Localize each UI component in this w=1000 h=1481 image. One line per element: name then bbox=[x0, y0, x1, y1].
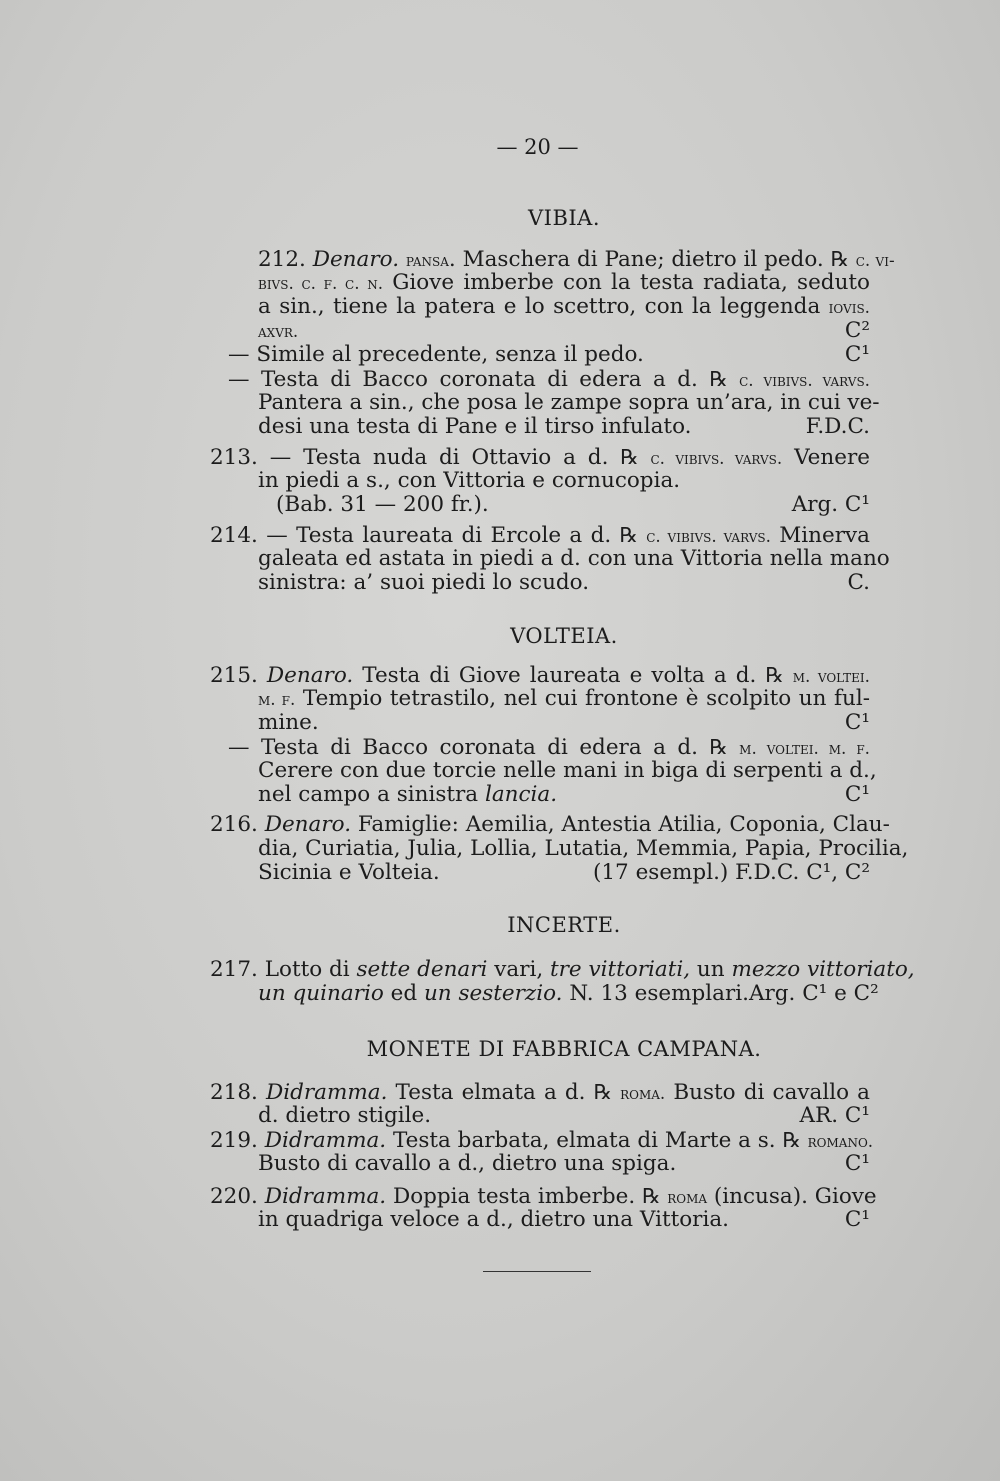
entry-220-line-1: 220. Didramma. Doppia testa imberbe. ℞ roma (incusa). Giove bbox=[210, 1184, 877, 1209]
closing-rule bbox=[483, 1271, 591, 1272]
variant-dash: — bbox=[228, 367, 250, 392]
entry-216-line-2: dia, Curiatia, Julia, Lollia, Lutatia, Memmia, Papia, Procilia, bbox=[258, 836, 909, 861]
entry-number: 218. bbox=[210, 1080, 258, 1105]
section-heading-vibia: VIBIA. bbox=[527, 206, 601, 230]
entry-number: 220. bbox=[210, 1184, 258, 1209]
entry-212-variant-2: — Testa di Bacco coronata di edera a d. ℞ c. vibivs. varvs. bbox=[228, 367, 870, 392]
entry-212-line-2: bivs. c. f. c. n. Giove imberbe con la testa radiata, seduto bbox=[258, 270, 870, 295]
entry-219-line-2: Busto di cavallo a d., dietro una spiga. C¹ bbox=[258, 1151, 870, 1176]
entry-213-line-2: in piedi a s., con Vittoria e cornucopia. bbox=[258, 468, 681, 493]
entry-number: 212. bbox=[258, 247, 306, 272]
section-heading-campana: MONETE DI FABBRICA CAMPANA. bbox=[366, 1037, 762, 1061]
entry-212-line-1: 212. Denaro. pansa. Maschera di Pane; dietro il pedo. ℞ c. vi- bbox=[258, 247, 895, 272]
entry-216-line-1: 216. Denaro. Famiglie: Aemilia, Antestia Atilia, Coponia, Clau- bbox=[210, 812, 890, 837]
entry-215-line-6: nel campo a sinistra lancia. C¹ bbox=[258, 782, 870, 807]
entry-218-line-1: 218. Didramma. Testa elmata a d. ℞ roma. Busto di cavallo a bbox=[210, 1080, 870, 1105]
entry-number: 213. bbox=[210, 445, 258, 470]
entry-214-line-2: galeata ed astata in piedi a d. con una Vittoria nella mano bbox=[258, 546, 890, 571]
entry-213-line-1: 213. — Testa nuda di Ottavio a d. ℞ c. vibivs. varvs. Venere bbox=[210, 445, 870, 470]
recto-symbol: ℞ bbox=[830, 247, 849, 271]
entry-212-line-7: Pantera a sin., che posa le zampe sopra un’ara, in cui ve- bbox=[258, 390, 880, 415]
variant-dash: — bbox=[228, 342, 250, 367]
entry-215-line-1: 215. Denaro. Testa di Giove laureata e volta a d. ℞ m. voltei. bbox=[210, 663, 871, 688]
entry-215-line-2: m. f. Tempio tetrastilo, nel cui frontone è scolpito un ful- bbox=[258, 686, 870, 711]
entry-212-line-3: a sin., tiene la patera e lo scettro, con la leggenda iovis. bbox=[258, 294, 870, 319]
entry-215-line-3: mine. C¹ bbox=[258, 710, 870, 735]
entry-number: 214. bbox=[210, 523, 258, 548]
entry-215-variant-1: — Testa di Bacco coronata di edera a d. ℞ m. voltei. m. f. bbox=[228, 735, 870, 760]
entry-215-line-5: Cerere con due torcie nelle mani in biga di serpenti a d., bbox=[258, 758, 877, 783]
entry-214-line-3: sinistra: a’ suoi piedi lo scudo. C. bbox=[258, 570, 870, 595]
entry-number: 217. bbox=[210, 957, 258, 982]
entry-217-line-2: un quinario ed un sesterzio. N. 13 esemplari. Arg. C¹ e C² bbox=[258, 981, 879, 1006]
section-heading-volteia: VOLTEIA. bbox=[510, 624, 618, 648]
entry-212-line-8: desi una testa di Pane e il tirso infulato. F.D.C. bbox=[258, 414, 870, 439]
entry-number: 215. bbox=[210, 663, 258, 688]
entry-number: 216. bbox=[210, 812, 258, 837]
entry-212-variant-1: — Simile al precedente, senza il pedo. C¹ bbox=[228, 342, 870, 367]
entry-217-line-1: 217. Lotto di sette denari vari, tre vittoriati, un mezzo vittoriato, bbox=[210, 957, 915, 982]
entry-220-line-2: in quadriga veloce a d., dietro una Vittoria. C¹ bbox=[258, 1207, 870, 1232]
entry-213-line-3: (Bab. 31 — 200 fr.). Arg. C¹ bbox=[276, 492, 870, 517]
entry-216-line-3: Sicinia e Volteia. (17 esempl.) F.D.C. C¹, C² bbox=[258, 860, 870, 885]
entry-219-line-1: 219. Didramma. Testa barbata, elmata di Marte a s. ℞ romano. bbox=[210, 1128, 874, 1153]
entry-number: 219. bbox=[210, 1128, 258, 1153]
section-heading-incerte: INCERTE. bbox=[507, 913, 621, 937]
entry-218-line-2: d. dietro stigile. AR. C¹ bbox=[258, 1103, 870, 1128]
entry-214-line-1: 214. — Testa laureata di Ercole a d. ℞ c. vibivs. varvs. Minerva bbox=[210, 523, 870, 548]
page-number: — 20 — bbox=[496, 135, 579, 159]
variant-dash: — bbox=[228, 735, 250, 760]
entry-212-line-4: axvr. C² bbox=[258, 318, 870, 343]
